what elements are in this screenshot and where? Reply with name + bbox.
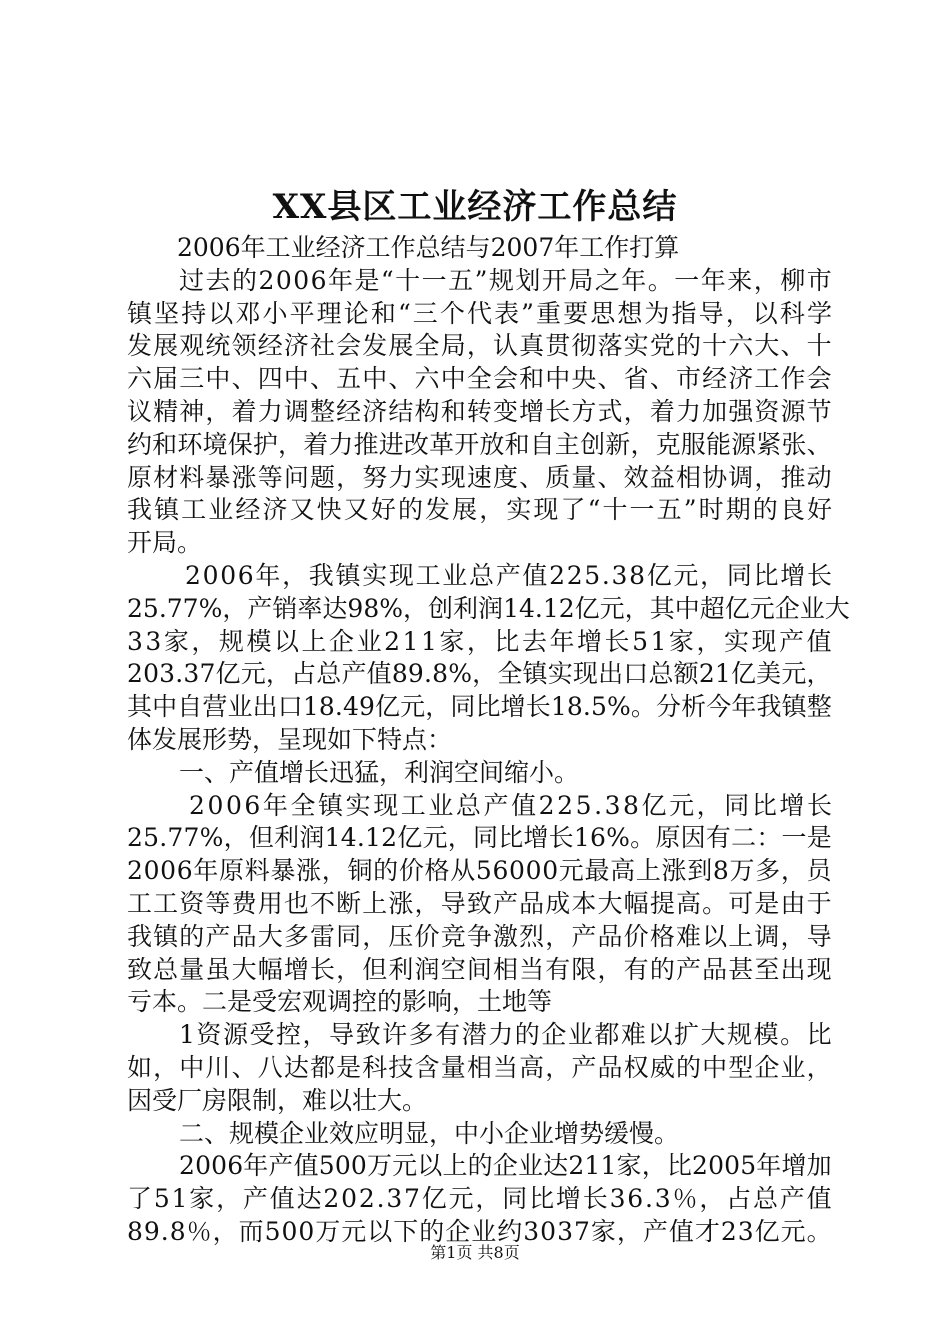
text-line: 致 总 量 虽 大 幅 增 长 ， 但 利 润 空 间 相 当 有 限 ， 有 的 产 品 甚 至 出 现 (127, 954, 832, 984)
text-line: 二、规模企业效应明显，中小企业增势缓慢。 (179, 1118, 680, 1148)
text-line: 镇 坚 持 以 邓 小 平 理 论 和 “ 三 个 代 表 ” 重 要 思 想 为 指 导 ， 以 科 学 (127, 298, 832, 328)
text-line: 了 5 1 家 ， 产 值 达 2 0 2 . 3 7 亿 元 ， 同 比 增 长 3 6 . 3 ％ ， 占 总 产 值 (127, 1184, 832, 1214)
text-line: 3 3 家 ， 规 模 以 上 企 业 2 1 1 家 ， 比 去 年 增 长 5 1 家 ， 实 现 产 值 (127, 626, 832, 656)
text-line: 原 材 料 暴 涨 等 问 题 ， 努 力 实 现 速 度 、 质 量 、 效 益 相 协 调 ， 推 动 (127, 462, 832, 492)
text-line: 2 0 0 6 年 产 值 5 0 0 万 元 以 上 的 企 业 达 2 1 1 家 ， 比 2 0 0 5 年 增 加 (179, 1151, 832, 1181)
text-line: 2 0 3 . 3 7 亿 元 ， 占 总 产 值 8 9 . 8 % ， 全 镇 实 现 出 口 总 额 2 1 亿 美 元 ， (127, 659, 832, 689)
page-footer: 第1页 共8页 (430, 1243, 520, 1262)
text-line: 约 和 环 境 保 护 ， 着 力 推 进 改 革 开 放 和 自 主 创 新 ， 克 服 能 源 紧 张 、 (127, 429, 832, 459)
text-line: 2006年工业经济工作总结与2007年工作打算 (177, 233, 680, 262)
text-line: 我 镇 工 业 经 济 又 快 又 好 的 发 展 ， 实 现 了 “ 十 一 五 ” 时 期 的 良 好 (127, 495, 832, 525)
text-line: 我 镇 的 产 品 大 多 雷 同 ， 压 价 竞 争 激 烈 ， 产 品 价 格 难 以 上 调 ， 导 (127, 921, 832, 951)
document-title: XX县区工业经济工作总结 (272, 187, 678, 227)
document-body (127, 232, 850, 1249)
text-line: 一、产值增长迅猛，利润空间缩小。 (179, 757, 580, 787)
text-line: 8 9 . 8 ％ ， 而 5 0 0 万 元 以 下 的 企 业 约 3 0 3 7 家 ， 产 值 才 2 3 亿 元 。 (127, 1216, 832, 1246)
text-line: 如 ， 中 川 、 八 达 都 是 科 技 含 量 相 当 高 ， 产 品 权 威 的 中 型 企 业 ， (127, 1052, 832, 1082)
text-line: 亏本。二是受宏观调控的影响，土地等 (127, 987, 553, 1017)
text-line: 六 届 三 中 、 四 中 、 五 中 、 六 中 全 会 和 中 央 、 省 、 市 经 济 工 作 会 (127, 364, 832, 394)
text-line: 过 去 的 2 0 0 6 年 是 “ 十 一 五 ” 规 划 开 局 之 年 。 一 年 来 ， 柳 市 (179, 265, 832, 295)
text-line: 2 0 0 6 年 全 镇 实 现 工 业 总 产 值 2 2 5 . 3 8 亿 元 ， 同 比 增 长 (189, 790, 832, 820)
text-line: 2 5 . 7 7 % ， 产 销 率 达 9 8 % ， 创 利 润 1 4 . 1 2 亿 元 ， 其 中 超 亿 元 企 业 大 (127, 593, 850, 623)
text-line: 2 0 0 6 年 ， 我 镇 实 现 工 业 总 产 值 2 2 5 . 3 8 亿 元 ， 同 比 增 长 (185, 560, 832, 590)
text-line: 因受厂房限制，难以壮大。 (127, 1085, 428, 1115)
text-line: 工 工 资 等 费 用 也 不 断 上 涨 ， 导 致 产 品 成 本 大 幅 提 高 。 可 是 由 于 (127, 888, 832, 918)
text-line: 2 0 0 6 年 原 料 暴 涨 ， 铜 的 价 格 从 5 6 0 0 0 元 最 高 上 涨 到 8 万 多 ， 员 (127, 856, 832, 886)
text-line: 开局。 (127, 528, 203, 558)
text-line: 议 精 神 ， 着 力 调 整 经 济 结 构 和 转 变 增 长 方 式 ， 着 力 加 强 资 源 节 (127, 396, 832, 426)
text-line: 发 展 观 统 领 经 济 社 会 发 展 全 局 ， 认 真 贯 彻 落 实 党 的 十 六 大 、 十 (127, 331, 832, 361)
text-line: 体发展形势，呈现如下特点： (127, 724, 453, 754)
text-line: 1 资 源 受 控 ， 导 致 许 多 有 潜 力 的 企 业 都 难 以 扩 大 规 模 。 比 (179, 1020, 832, 1050)
text-line: 其 中 自 营 业 出 口 1 8 . 4 9 亿 元 ， 同 比 增 长 1 8 . 5 % 。 分 析 今 年 我 镇 整 (127, 692, 832, 722)
text-line: 2 5 . 7 7 % ， 但 利 润 1 4 . 1 2 亿 元 ， 同 比 增 长 1 6 % 。 原 因 有 二 ： 一 是 (127, 823, 832, 853)
